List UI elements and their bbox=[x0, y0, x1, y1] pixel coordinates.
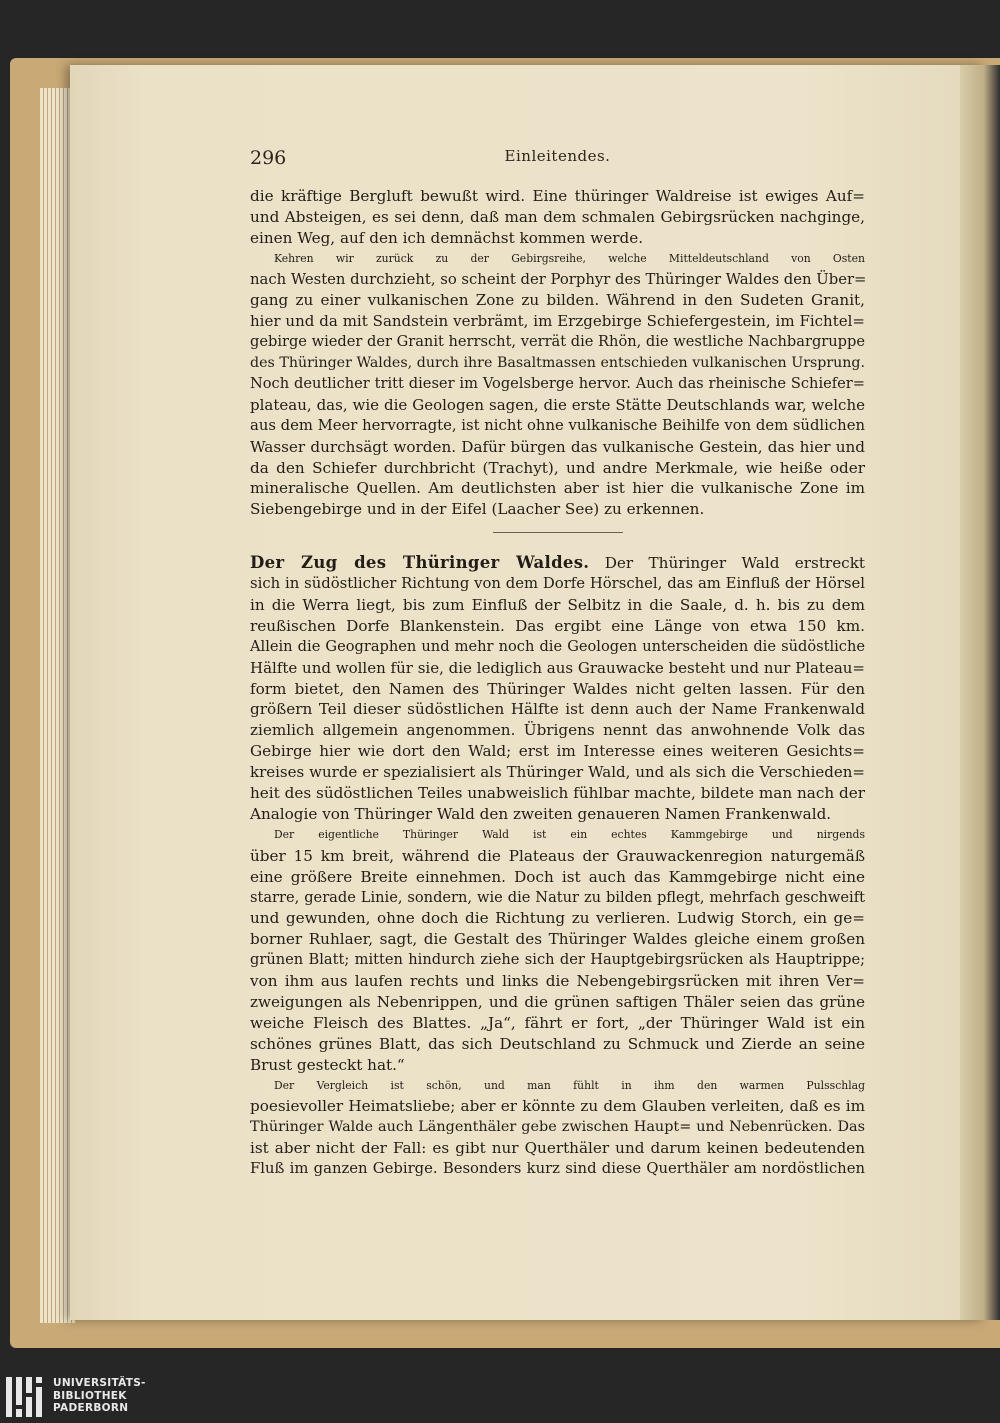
text-line: über 15 km breit, während die Plateaus der Grauwackenregion naturgemäß bbox=[250, 846, 865, 865]
text-line: Analogie von Thüringer Wald den zweiten genaueren Namen Frankenwald. bbox=[250, 804, 832, 823]
text-line: gebirge wieder der Granit herrscht, verrät die Rhön, die westliche Nachbargruppe bbox=[250, 333, 865, 351]
text-line: nach Westen durchzieht, so scheint der Porphyr des Thüringer Waldes den Über= bbox=[250, 270, 867, 288]
text-line: hier und da mit Sandstein verbrämt, im Erzgebirge Schiefergestein, im Fichtel= bbox=[250, 312, 865, 331]
text-line: plateau, das, wie die Geologen sagen, die erste Stätte Deutschlands war, welche bbox=[250, 395, 865, 414]
section-first-line-text: Der Thüringer Wald erstreckt bbox=[604, 554, 865, 573]
paragraph-4 bbox=[250, 825, 865, 1076]
text-line: kreises wurde er spezialisiert als Thüringer Wald, und als sich die Verschieden= bbox=[250, 763, 865, 782]
text-line: ziemlich allgemein angenommen. Übrigens nennt das anwohnende Volk das bbox=[250, 721, 865, 740]
text-line: Hälfte und wollen für sie, die lediglich aus Grauwacke besteht und nur Plateau= bbox=[250, 658, 865, 677]
text-line: aus dem Meer hervorragte, ist nicht ohne vulkanische Beihilfe von dem südlichen bbox=[250, 416, 865, 434]
text-line: einen Weg, auf den ich demnächst kommen werde. bbox=[250, 228, 644, 247]
section-gap bbox=[250, 532, 865, 553]
text-line: Gebirge hier wie dort den Wald; erst im Interesse eines weiteren Gesichts= bbox=[250, 742, 865, 761]
text-line: starre, gerade Linie, sondern, wie die Natur zu bilden pflegt, mehrfach geschweift bbox=[250, 888, 865, 906]
text-line: eine größere Breite einnehmen. Doch ist auch das Kammgebirge nicht eine bbox=[250, 867, 865, 886]
text-line: und gewunden, ohne doch die Richtung zu verlieren. Ludwig Storch, ein ge= bbox=[250, 909, 865, 928]
body-text bbox=[250, 186, 865, 1180]
running-head: Einleitendes. bbox=[504, 147, 611, 165]
logo-line: BIBLIOTHEK bbox=[53, 1389, 127, 1402]
text-line: ist aber nicht der Fall: es gibt nur Querthäler und darum keinen bedeutenden bbox=[250, 1139, 865, 1158]
paragraph-1 bbox=[250, 186, 865, 249]
text-line: schönes grünes Blatt, das sich Deutschland zu Schmuck und Zierde an seine bbox=[250, 1034, 865, 1053]
text-line: des Thüringer Waldes, durch ihre Basaltmassen entschieden vulkanischen Ursprung. bbox=[250, 355, 865, 372]
library-logo-icon bbox=[4, 1375, 48, 1419]
text-line: poesievoller Heimatsliebe; aber er könnte zu dem Glauben verleiten, daß es im bbox=[250, 1097, 865, 1116]
text-line: reußischen Dorfe Blankenstein. Das ergibt eine Länge von etwa 150 km. bbox=[250, 616, 865, 635]
text-line: Fluß im ganzen Gebirge. Besonders kurz sind diese Querthäler am nordöstlichen bbox=[250, 1160, 865, 1178]
text-line: Thüringer Walde auch Längenthäler gebe zwischen Haupt= und Nebenrücken. Das bbox=[250, 1119, 865, 1136]
text-line: grünen Blatt; mitten hindurch ziehe sich der Hauptgebirgsrücken als Hauptrippe; bbox=[250, 951, 865, 969]
text-line: Wasser durchsägt worden. Dafür bürgen das vulkanische Gestein, das hier und bbox=[250, 437, 865, 456]
text-line: heit des südöstlichen Teiles unabweislich fühlbar machte, bildete man nach der bbox=[250, 784, 865, 803]
text-line: Der eigentliche Thüringer Wald ist ein echtes Kammgebirge und nirgends bbox=[274, 827, 865, 841]
text-line: weiche Fleisch des Blattes. „Ja“, fährt er fort, „der Thüringer Wald ist ein bbox=[250, 1013, 865, 1032]
section-first-line bbox=[250, 553, 865, 574]
text-line: Der Vergleich ist schön, und man fühlt in ihm den warmen Pulsschlag bbox=[274, 1078, 865, 1092]
text-line: borner Ruhlaer, sagt, die Gestalt des Thüringer Waldes gleiche einem großen bbox=[250, 930, 865, 949]
text-line: Kehren wir zurück zu der Gebirgsreihe, welche Mitteldeutschland von Osten bbox=[274, 251, 865, 265]
section-heading: Der Zug des Thüringer Waldes. bbox=[250, 553, 590, 573]
text-line: in die Werra liegt, bis zum Einfluß der Selbitz in die Saale, d. h. bis zu dem bbox=[250, 596, 865, 615]
paragraph-2 bbox=[250, 249, 865, 521]
text-line: sich in südöstlicher Richtung von dem Dorfe Hörschel, das am Einfluß der Hörsel bbox=[250, 575, 865, 593]
logo-line: PADERBORN bbox=[53, 1402, 129, 1414]
text-line: von ihm aus laufen rechts und links die Nebengebirgsrücken mit ihren Ver= bbox=[250, 972, 865, 991]
text-line: zweigungen als Nebenrippen, und die grünen saftigen Thäler seien das grüne bbox=[250, 992, 865, 1011]
text-line: gang zu einer vulkanischen Zone zu bilden. Während in den Sudeten Granit, bbox=[250, 291, 865, 310]
facing-page-edge bbox=[960, 65, 1000, 1320]
text-line: da den Schiefer durchbricht (Trachyt), und andre Merkmale, wie heiße oder bbox=[250, 458, 865, 477]
text-line: Noch deutlicher tritt dieser im Vogelsberge hervor. Auch das rheinische Schiefer= bbox=[250, 375, 865, 393]
paragraph-3 bbox=[250, 553, 865, 825]
section-divider bbox=[493, 532, 623, 533]
text-line: größern Teil dieser südöstlichen Hälfte ist denn auch der Name Frankenwald bbox=[250, 700, 865, 719]
text-line: Brust gesteckt hat.“ bbox=[250, 1055, 405, 1074]
page-header bbox=[250, 147, 865, 173]
paragraph-5 bbox=[250, 1076, 865, 1180]
text-line: mineralische Quellen. Am deutlichsten aber ist hier die vulkanische Zone im bbox=[250, 479, 865, 498]
page-number: 296 bbox=[250, 147, 287, 169]
text-line: Siebengebirge und in der Eifel (Laacher See) zu erkennen. bbox=[250, 500, 705, 519]
text-line: die kräftige Bergluft bewußt wird. Eine thüringer Waldreise ist ewiges Auf= bbox=[250, 187, 865, 205]
text-line: und Absteigen, es sei denn, daß man dem schmalen Gebirgsrücken nachginge, bbox=[250, 207, 865, 226]
text-line: Allein die Geographen und mehr noch die Geologen unterscheiden die südöstliche bbox=[250, 637, 865, 655]
logo-line: UNIVERSITÄTS- bbox=[53, 1377, 146, 1389]
library-logo-text bbox=[53, 1377, 146, 1415]
text-line: form bietet, den Namen des Thüringer Waldes nicht gelten lassen. Für den bbox=[250, 679, 865, 698]
